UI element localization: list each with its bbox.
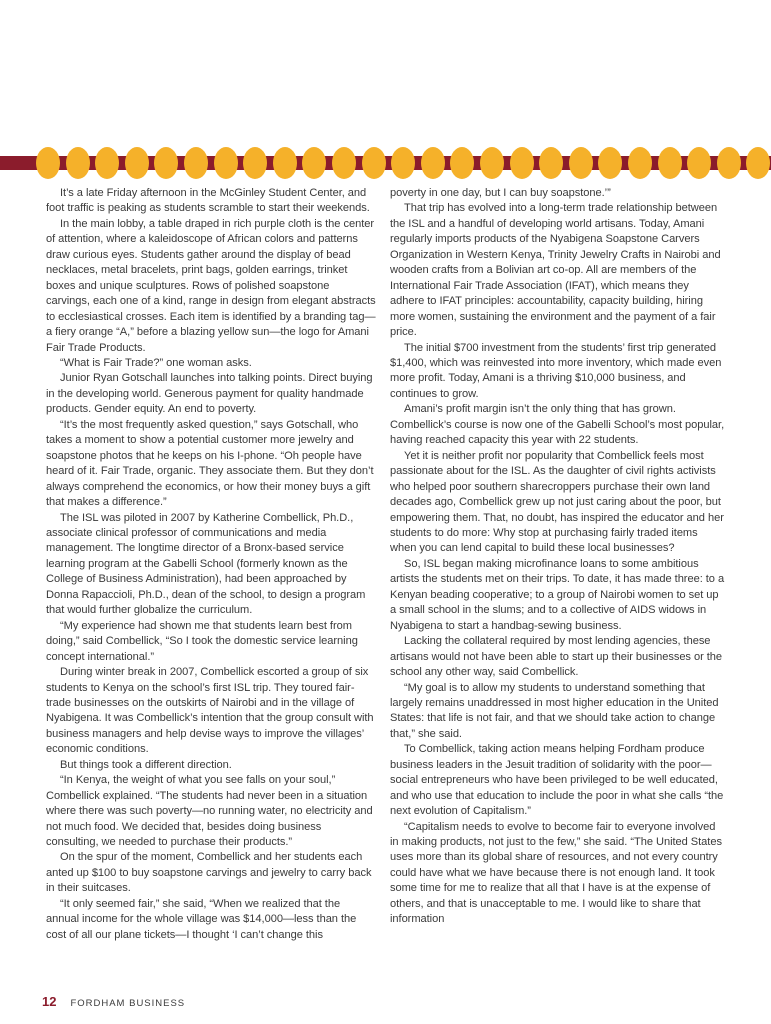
article-paragraph: Amani’s profit margin isn’t the only thing that has grown. Combellick’s course is now one of the Gabelli School’s most popular, having reached capacity this year with 22 students. bbox=[390, 403, 725, 447]
article-paragraph: That trip has evolved into a long-term trade relationship between the ISL and a handful of developing world artisans. Today, Amani regularly imports products of the Nyabigena Soapstone Carvers Organization in Western Kenya, Trinity Jewelry Crafts in Nairobi and wooden crafts from a Bolivian art co-op. All are members of the International Fair Trade Association (IFAT), which means they adhere to IFAT principles: accountability, capacity building, hiring more women, sustaining the environment and the payment of a fair price. bbox=[390, 202, 721, 339]
decorative-dot bbox=[332, 147, 356, 179]
article-paragraph: poverty in one day, but I can buy soapstone.’” bbox=[390, 187, 611, 199]
decorative-dot bbox=[302, 147, 326, 179]
article-paragraph: “It’s the most frequently asked question,” says Gotschall, who takes a moment to show a potential customer more jewelry and soapstone photos that he keeps on his I-phone. “Oh people have heard of it. Fair Trade, organic. They associate them. But they don’t always comprehend the economics, or how their money buys a gift that makes a difference.” bbox=[46, 418, 374, 509]
article-paragraph: To Combellick, taking action means helping Fordham produce business leaders in the Jesuit tradition of solidarity with the poor—social entrepreneurs who have been privileged to be well educated, and who use that education to include the poor in what she calls “the next evolution of Capitalism.” bbox=[390, 743, 724, 818]
decorative-dot bbox=[628, 147, 652, 179]
decorative-dot-row bbox=[0, 147, 771, 179]
article-paragraph: In the main lobby, a table draped in rich purple cloth is the center of attention, where a kaleidoscope of African colors and patterns draw curious eyes. Students gather around the display of bead necklaces, metal bracelets, print bags, golden earrings, trinket boxes and unique sculptures. Rows of polished soapstone carvings, each one of a kind, range in design from elegant abstracts to ecclesiastical crosses. Each item is identified by a branding tag—a fiery orange “A,” before a blazing yellow sun—the logo for Amani Fair Trade Products. bbox=[46, 217, 376, 354]
article-paragraph: “What is Fair Trade?” one woman asks. bbox=[60, 356, 252, 369]
decorative-dot bbox=[598, 147, 622, 179]
decorative-dot bbox=[450, 147, 474, 179]
article-paragraph: “It only seemed fair,” she said, “When we realized that the annual income for the whole village was $14,000—less than the cost of all our plane tickets—I thought ‘I can’t change this bbox=[46, 897, 357, 941]
decorative-dot bbox=[36, 147, 60, 179]
decorative-dot bbox=[362, 147, 386, 179]
decorative-dot bbox=[66, 147, 90, 179]
article-paragraph: “In Kenya, the weight of what you see falls on your soul,” Combellick explained. “The students had never been in a situation where there was such poverty—no running water, no electricity and not much food. We decided that, besides doing business consulting, we needed to purchase their products.” bbox=[46, 774, 373, 849]
decorative-dot bbox=[125, 147, 149, 179]
article-paragraph: During winter break in 2007, Combellick escorted a group of six students to Kenya on the school’s first ISL trip. They toured fair-trade businesses on the outskirts of Nairobi and in the village of Nyabigena. It was Combellick’s intention that the group consult with business managers and help devise ways to improve the villages’ economic conditions. bbox=[46, 666, 374, 756]
decorative-dot bbox=[273, 147, 297, 179]
decorative-dot bbox=[510, 147, 534, 179]
article-paragraph: So, ISL began making microfinance loans to some ambitious artists the students met on their trips. To date, it has made three: to a Kenyan beading cooperative; to a group of Nairobi women to set up a small school in the slums; and to a collective of AIDS widows in Nyabigena to start a handbag-sewing business. bbox=[390, 557, 725, 632]
article-paragraph: The ISL was piloted in 2007 by Katherine Combellick, Ph.D., associate clinical professor of communications and media management. The longtime director of a Bronx-based service learning program at the Gabelli School (formerly known as the College of Business Administration), had been approached by Donna Rapaccioli, Ph.D., dean of the school, to design a program that would further globalize the curriculum. bbox=[46, 511, 366, 617]
decorative-dot bbox=[746, 147, 770, 179]
decorative-dot bbox=[539, 147, 563, 179]
decorative-dot bbox=[391, 147, 415, 179]
page-number: 12 bbox=[42, 994, 57, 1009]
decorative-dot bbox=[717, 147, 741, 179]
article-paragraph: Lacking the collateral required by most lending agencies, these artisans would not have been able to start up their businesses or the school any other way, said Combellick. bbox=[390, 635, 723, 679]
decorative-dot bbox=[184, 147, 208, 179]
article-paragraph: On the spur of the moment, Combellick and her students each anted up $100 to buy soapstone carvings and jewelry to carry back in their suitcases. bbox=[46, 851, 372, 895]
decorative-dot bbox=[95, 147, 119, 179]
article-paragraph: The initial $700 investment from the students’ first trip generated $1,400, which was reinvested into more inventory, which made even more profit. Today, Amani is a thriving $10,000 business, and continues to grow. bbox=[390, 341, 722, 400]
decorative-dot bbox=[154, 147, 178, 179]
article-column-right bbox=[390, 186, 726, 928]
decorative-dot bbox=[480, 147, 504, 179]
publication-name: FORDHAM BUSINESS bbox=[70, 998, 186, 1009]
article-column-left bbox=[46, 186, 376, 943]
article-paragraph: But things took a different direction. bbox=[60, 758, 232, 771]
decorative-dot bbox=[658, 147, 682, 179]
decorative-dot bbox=[243, 147, 267, 179]
article-paragraph: “My experience had shown me that students learn best from doing,” said Combellick, “So I took the domestic service learning concept international.” bbox=[46, 619, 358, 663]
article-paragraph: It’s a late Friday afternoon in the McGinley Student Center, and foot traffic is peaking as students scramble to start their weekends. bbox=[46, 187, 370, 215]
decorative-dot bbox=[569, 147, 593, 179]
article-paragraph: Junior Ryan Gotschall launches into talking points. Direct buying in the developing world. Generous payment for quality handmade products. Gender equity. An end to poverty. bbox=[46, 372, 373, 416]
article-paragraph: “My goal is to allow my students to understand something that largely remains unaddressed in most higher education in the United States: that life is not fair, and that we should take action to change that,” she said. bbox=[390, 681, 719, 740]
decorative-dot bbox=[214, 147, 238, 179]
decorative-dot bbox=[421, 147, 445, 179]
decorative-dot bbox=[687, 147, 711, 179]
page-footer bbox=[42, 994, 185, 1009]
article-paragraph: Yet it is neither profit nor popularity that Combellick feels most passionate about for the ISL. As the daughter of civil rights activists who helped poor southern sharecroppers purchase their own land decades ago, Combellick grew up not just caring about the poor, but empowering them. That, no doubt, has inspired the educator and her students to do more: Why stop at purchasing fairly traded items when you can lend capital to build these local businesses? bbox=[390, 449, 724, 555]
article-paragraph: “Capitalism needs to evolve to become fair to everyone involved in making products, not just to the few,” she said. “The United States uses more than its global share of resources, and not every country could have what we have because there is not enough land. It took some time for me to realize that all that I have is at the expense of others, and that is unacceptable to me. I would like to share that information bbox=[390, 820, 722, 926]
